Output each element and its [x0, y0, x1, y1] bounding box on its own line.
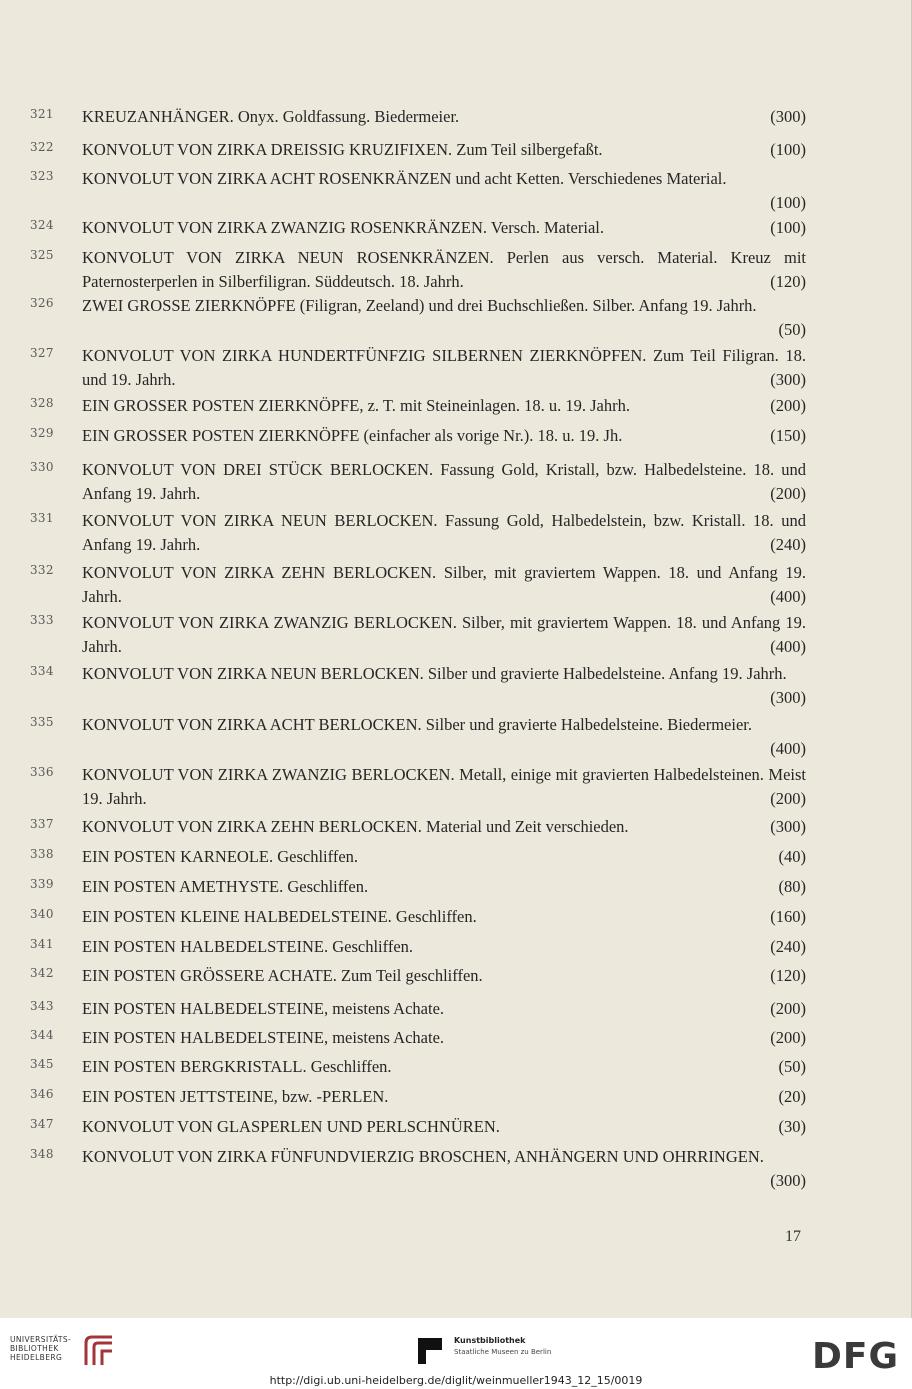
lot-text: EIN GROSSER POSTEN ZIERKNÖPFE (einfacher als vorige Nr.). 18. u. 19. Jh.	[82, 426, 623, 445]
lot-number: 321	[30, 107, 54, 121]
lot-number: 327	[30, 346, 54, 360]
lot-text: KONVOLUT VON ZIRKA NEUN BERLOCKEN. Silber und gravierte Halbedelsteine. Anfang 19. Jahrh.	[82, 664, 787, 683]
lot-text: EIN POSTEN HALBEDELSTEINE. Geschliffen.	[82, 937, 414, 956]
lot-price: (100)	[770, 140, 806, 159]
lot-price: (400)	[770, 739, 806, 758]
lot-number: 348	[30, 1147, 54, 1161]
lot-number: 336	[30, 765, 54, 779]
lot-price: (400)	[770, 637, 806, 656]
lot-text: EIN POSTEN BERGKRISTALL. Geschliffen.	[82, 1057, 392, 1076]
lot-description	[82, 216, 806, 240]
lot-description	[82, 509, 806, 557]
lot-description	[82, 167, 806, 212]
lot-price: (200)	[770, 999, 806, 1018]
lot-text: KREUZANHÄNGER. Onyx. Goldfassung. Biedermeier.	[82, 107, 460, 126]
lot-description	[82, 845, 806, 869]
lot-number: 338	[30, 847, 54, 861]
lot-description	[82, 424, 806, 448]
lot-price: (50)	[778, 1057, 806, 1076]
lot-price: (40)	[778, 847, 806, 866]
lot-text: KONVOLUT VON ZIRKA HUNDERTFÜNFZIG SILBERNEN ZIERKNÖPFEN. Zum Teil Filigran. 18. und 19. Jahrh.	[82, 346, 806, 389]
lot-price: (300)	[770, 370, 806, 389]
lot-description	[82, 294, 806, 339]
lot-number: 335	[30, 715, 54, 729]
ub-heidelberg-logo[interactable]	[10, 1335, 120, 1375]
lot-text: EIN POSTEN JETTSTEINE, bzw. -PERLEN.	[82, 1087, 389, 1106]
lot-price: (20)	[778, 1087, 806, 1106]
lot-number: 339	[30, 877, 54, 891]
lot-description	[82, 246, 806, 294]
lot-text: KONVOLUT VON ZIRKA ZWANZIG ROSENKRÄNZEN. Versch. Material.	[82, 218, 604, 237]
lot-text: KONVOLUT VON ZIRKA ZWANZIG BERLOCKEN. Silber, mit graviertem Wappen. 18. und Anfang 19. Jahrh.	[82, 613, 806, 656]
lot-number: 337	[30, 817, 54, 831]
lot-number: 322	[30, 140, 54, 154]
kunstbibliothek-logo[interactable]	[418, 1336, 558, 1372]
lot-text: KONVOLUT VON ZIRKA DREISSIG KRUZIFIXEN. Zum Teil silbergefaßt.	[82, 140, 603, 159]
lot-description	[82, 138, 806, 162]
lot-price: (80)	[778, 877, 806, 896]
lot-number: 344	[30, 1028, 54, 1042]
lot-number: 324	[30, 218, 54, 232]
lot-description	[82, 1055, 806, 1079]
page-number: 17	[785, 1228, 801, 1245]
lot-text: KONVOLUT VON ZIRKA ZEHN BERLOCKEN. Silber, mit graviertem Wappen. 18. und Anfang 19. Jahrh.	[82, 563, 806, 606]
lot-description	[82, 713, 806, 758]
lot-description	[82, 875, 806, 899]
lot-price: (200)	[770, 396, 806, 415]
lot-price: (300)	[770, 1171, 806, 1190]
lot-text: KONVOLUT VON ZIRKA FÜNFUNDVIERZIG BROSCHEN, ANHÄNGERN UND OHRRINGEN.	[82, 1147, 764, 1166]
lot-number: 345	[30, 1057, 54, 1071]
lot-description	[82, 561, 806, 609]
lot-price: (100)	[770, 193, 806, 212]
lot-price: (240)	[770, 937, 806, 956]
lot-number: 326	[30, 296, 54, 310]
dfg-logo[interactable]: DFG	[812, 1336, 900, 1377]
ub-logo-text: UNIVERSITÄTS- BIBLIOTHEK HEIDELBERG	[10, 1335, 72, 1362]
lot-price: (300)	[770, 688, 806, 707]
lot-number: 328	[30, 396, 54, 410]
lot-description	[82, 815, 806, 839]
lot-text: KONVOLUT VON ZIRKA NEUN BERLOCKEN. Fassung Gold, Halbedelstein, bzw. Kristall. 18. und Anfang 19. Jahrh.	[82, 511, 806, 554]
lot-description	[82, 344, 806, 392]
lot-text: EIN POSTEN AMETHYSTE. Geschliffen.	[82, 877, 369, 896]
kunstbibliothek-title: Kunstbibliothek	[454, 1336, 526, 1345]
lot-description	[82, 763, 806, 811]
lot-number: 334	[30, 664, 54, 678]
lot-text: EIN POSTEN HALBEDELSTEINE, meistens Achate.	[82, 1028, 445, 1047]
lot-price: (300)	[770, 817, 806, 836]
lot-number: 341	[30, 937, 54, 951]
lot-text: EIN GROSSER POSTEN ZIERKNÖPFE, z. T. mit Steineinlagen. 18. u. 19. Jahrh.	[82, 396, 630, 415]
lot-price: (200)	[770, 484, 806, 503]
lot-text: EIN POSTEN GRÖSSERE ACHATE. Zum Teil geschliffen.	[82, 966, 483, 985]
lot-number: 331	[30, 511, 54, 525]
lot-text: EIN POSTEN KLEINE HALBEDELSTEINE. Geschliffen.	[82, 907, 477, 926]
lot-price: (120)	[770, 966, 806, 985]
permalink-url[interactable]: http://digi.ub.uni-heidelberg.de/diglit/weinmueller1943_12_15/0019	[269, 1374, 643, 1387]
lot-description	[82, 935, 806, 959]
lot-description	[82, 1085, 806, 1109]
lot-price: (200)	[770, 1028, 806, 1047]
lot-description	[82, 611, 806, 659]
lot-description	[82, 458, 806, 506]
lot-number: 329	[30, 426, 54, 440]
lot-description	[82, 1026, 806, 1050]
lot-price: (150)	[770, 426, 806, 445]
lot-text: KONVOLUT VON ZIRKA ZEHN BERLOCKEN. Material und Zeit verschieden.	[82, 817, 629, 836]
lot-text: KONVOLUT VON GLASPERLEN UND PERLSCHNÜREN.	[82, 1117, 500, 1136]
lot-description	[82, 105, 806, 129]
lot-text: EIN POSTEN HALBEDELSTEINE, meistens Achate.	[82, 999, 445, 1018]
lot-text: EIN POSTEN KARNEOLE. Geschliffen.	[82, 847, 359, 866]
lot-price: (300)	[770, 107, 806, 126]
viewer-footer	[0, 1318, 912, 1389]
kunstbibliothek-subtitle: Staatliche Museen zu Berlin	[454, 1348, 552, 1356]
lot-text: KONVOLUT VON ZIRKA ACHT BERLOCKEN. Silber und gravierte Halbedelsteine. Biedermeier.	[82, 715, 752, 734]
lot-price: (200)	[770, 789, 806, 808]
lot-text: KONVOLUT VON DREI STÜCK BERLOCKEN. Fassung Gold, Kristall, bzw. Halbedelsteine. 18. und Anfang 19. Jahrh.	[82, 460, 806, 503]
lot-text: KONVOLUT VON ZIRKA NEUN ROSENKRÄNZEN. Perlen aus versch. Material. Kreuz mit Paternosterperlen in Silberfiligran. Süddeutsch. 18. Jahrh.	[82, 248, 806, 291]
lot-number: 347	[30, 1117, 54, 1131]
ub-emblem-icon	[82, 1335, 116, 1367]
lot-description	[82, 964, 806, 988]
lot-description	[82, 662, 806, 707]
lot-description	[82, 997, 806, 1021]
lot-description	[82, 1145, 806, 1190]
lot-number: 346	[30, 1087, 54, 1101]
lot-description	[82, 905, 806, 929]
lot-price: (120)	[770, 272, 806, 291]
lot-price: (400)	[770, 587, 806, 606]
lot-number: 325	[30, 248, 54, 262]
lot-price: (160)	[770, 907, 806, 926]
lot-number: 333	[30, 613, 54, 627]
lot-price: (100)	[770, 218, 806, 237]
lot-number: 332	[30, 563, 54, 577]
lot-text: KONVOLUT VON ZIRKA ZWANZIG BERLOCKEN. Metall, einige mit gravierten Halbedelsteinen. Meist 19. Jahrh.	[82, 765, 806, 808]
lot-text: KONVOLUT VON ZIRKA ACHT ROSENKRÄNZEN und acht Ketten. Verschiedenes Material.	[82, 169, 727, 188]
lot-description	[82, 1115, 806, 1139]
lot-price: (240)	[770, 535, 806, 554]
lot-price: (50)	[778, 320, 806, 339]
lot-number: 323	[30, 169, 54, 183]
lot-price: (30)	[778, 1117, 806, 1136]
lot-number: 340	[30, 907, 54, 921]
lot-number: 343	[30, 999, 54, 1013]
kunstbibliothek-emblem-icon	[418, 1338, 442, 1364]
lot-number: 330	[30, 460, 54, 474]
lot-number: 342	[30, 966, 54, 980]
lot-text: ZWEI GROSSE ZIERKNÖPFE (Filigran, Zeeland) und drei Buchschließen. Silber. Anfang 19. Jahrh.	[82, 296, 757, 315]
lot-description	[82, 394, 806, 418]
